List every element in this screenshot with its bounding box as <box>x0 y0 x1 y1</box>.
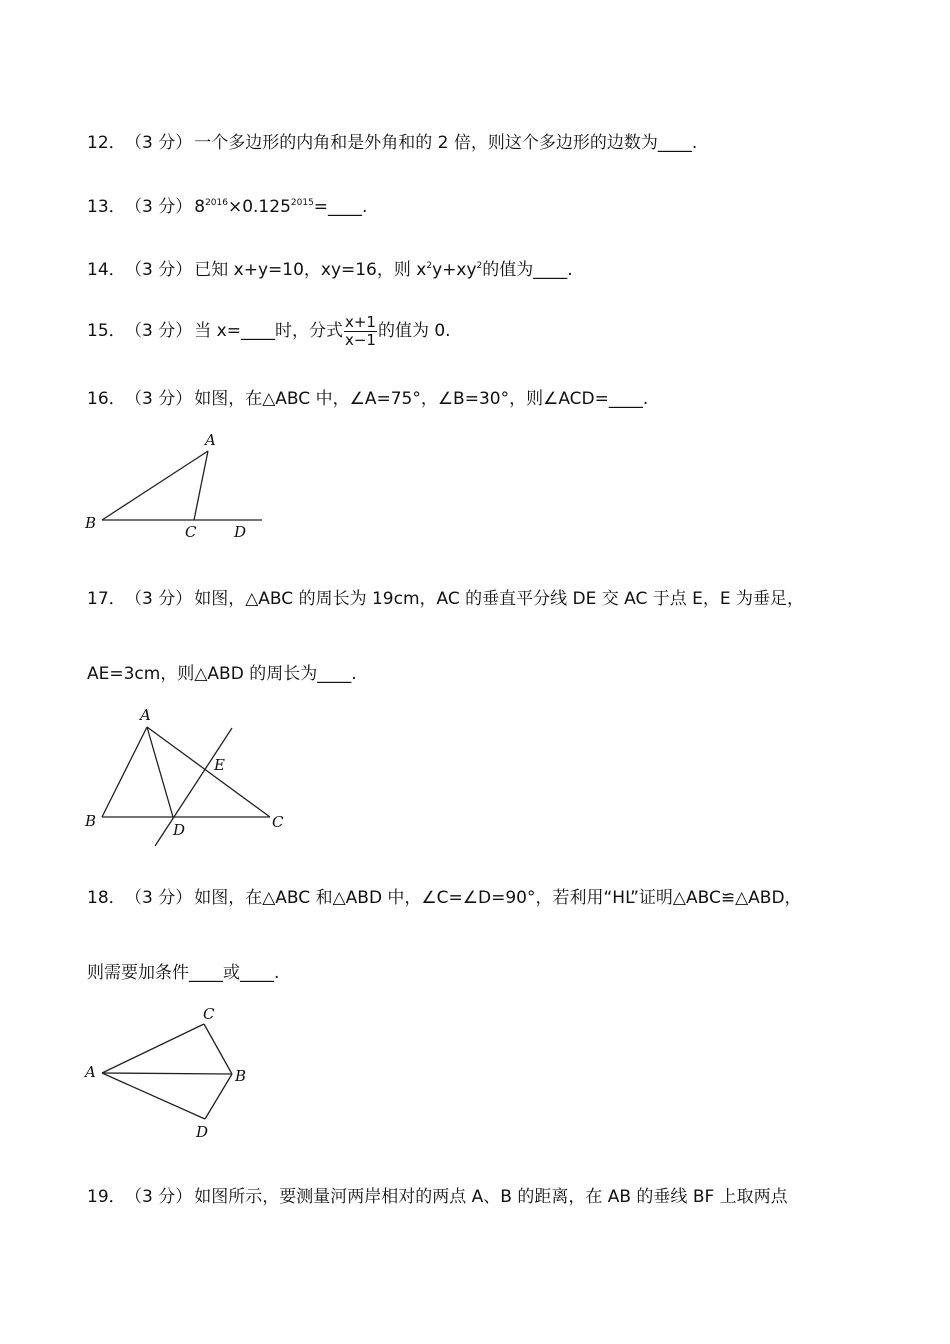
question-text-2: AE=3cm，则△ABD 的周长为____. <box>87 664 357 684</box>
question-12 <box>87 132 697 154</box>
label-c: C <box>203 1005 215 1023</box>
question-points: （3 分） <box>125 1187 193 1207</box>
line-de <box>155 728 232 846</box>
expr-times: ×0.125 <box>227 197 291 217</box>
label-b: B <box>85 812 97 830</box>
line-ad <box>147 727 173 817</box>
expr-exponent-1: 2016 <box>205 198 228 208</box>
line-ab <box>102 727 147 817</box>
question-points: （3 分） <box>125 321 193 341</box>
question-19 <box>87 1186 788 1208</box>
question-text-pre: 当 x=____时，分式 <box>194 321 343 341</box>
figure-18-quadrilateral <box>80 1000 280 1145</box>
question-text-mid: y+xy <box>432 260 477 280</box>
question-points: （3 分） <box>125 589 193 609</box>
question-18 <box>87 887 802 909</box>
fraction-numerator: x+1 <box>344 312 376 331</box>
question-points: （3 分） <box>125 888 193 908</box>
question-number: 16． <box>87 389 126 409</box>
label-d: D <box>173 821 186 839</box>
figure-16-triangle <box>80 425 280 550</box>
question-text-tail: 的值为____. <box>482 260 573 280</box>
question-text: 一个多边形的内角和是外角和的 2 倍，则这个多边形的边数为____. <box>194 133 698 153</box>
square-exponent-1: 2 <box>426 261 433 271</box>
square-exponent-2: 2 <box>476 261 483 271</box>
question-text-1: 如图，△ABC 的周长为 19cm，AC 的垂直平分线 DE 交 AC 于点 E，E 为垂足， <box>194 589 805 609</box>
expr-exponent-2: 2015 <box>290 198 314 208</box>
label-e: E <box>214 756 225 774</box>
question-16 <box>87 388 648 410</box>
question-17 <box>87 588 804 610</box>
expr-base: 8 <box>194 197 206 217</box>
label-a: A <box>140 706 151 724</box>
question-text-tail: 的值为 0. <box>377 321 451 341</box>
question-text-pre: 已知 x+y=10，xy=16，则 x <box>194 260 427 280</box>
fraction <box>344 314 377 349</box>
label-a: A <box>205 431 216 449</box>
line-ad <box>102 1073 205 1119</box>
label-c: C <box>272 813 284 831</box>
question-points: （3 分） <box>125 133 193 153</box>
label-d: D <box>196 1123 209 1141</box>
line-ac <box>102 1024 204 1073</box>
question-text-1: 如图，在△ABC 和△ABD 中，∠C=∠D=90°，若利用“HL”证明△ABC≌△ABD， <box>194 888 802 908</box>
label-a: A <box>85 1063 96 1081</box>
line-ac <box>147 727 270 817</box>
line-cb <box>204 1024 232 1074</box>
label-b: B <box>85 514 97 532</box>
line-ab <box>102 1073 232 1074</box>
question-points: （3 分） <box>125 260 193 280</box>
question-17-continued <box>87 663 357 685</box>
fraction-denominator: x−1 <box>344 330 376 349</box>
question-13 <box>87 196 367 218</box>
question-number: 18． <box>87 888 126 908</box>
question-14 <box>87 259 573 281</box>
question-number: 13． <box>87 197 126 217</box>
question-text: 如图，在△ABC 中，∠A=75°，∠B=30°，则∠ACD=____. <box>194 389 649 409</box>
question-18-continued <box>87 962 279 984</box>
expr-tail: =____. <box>313 197 368 217</box>
label-b: B <box>235 1067 247 1085</box>
figure-17-triangle <box>80 700 300 850</box>
question-number: 17． <box>87 589 126 609</box>
label-d: D <box>234 523 247 541</box>
line-ab <box>102 451 208 520</box>
question-text: 如图所示，要测量河两岸相对的两点 A、B 的距离，在 AB 的垂线 BF 上取两点 <box>194 1187 788 1207</box>
line-db <box>205 1074 232 1119</box>
question-15 <box>87 312 451 350</box>
question-points: （3 分） <box>125 389 193 409</box>
question-text-2: 则需要加条件____或____. <box>87 963 280 983</box>
question-number: 14． <box>87 260 126 280</box>
question-number: 15． <box>87 321 126 341</box>
label-c: C <box>185 523 197 541</box>
question-number: 19． <box>87 1187 126 1207</box>
question-number: 12． <box>87 133 126 153</box>
question-points: （3 分） <box>125 197 193 217</box>
line-ac <box>194 451 208 520</box>
